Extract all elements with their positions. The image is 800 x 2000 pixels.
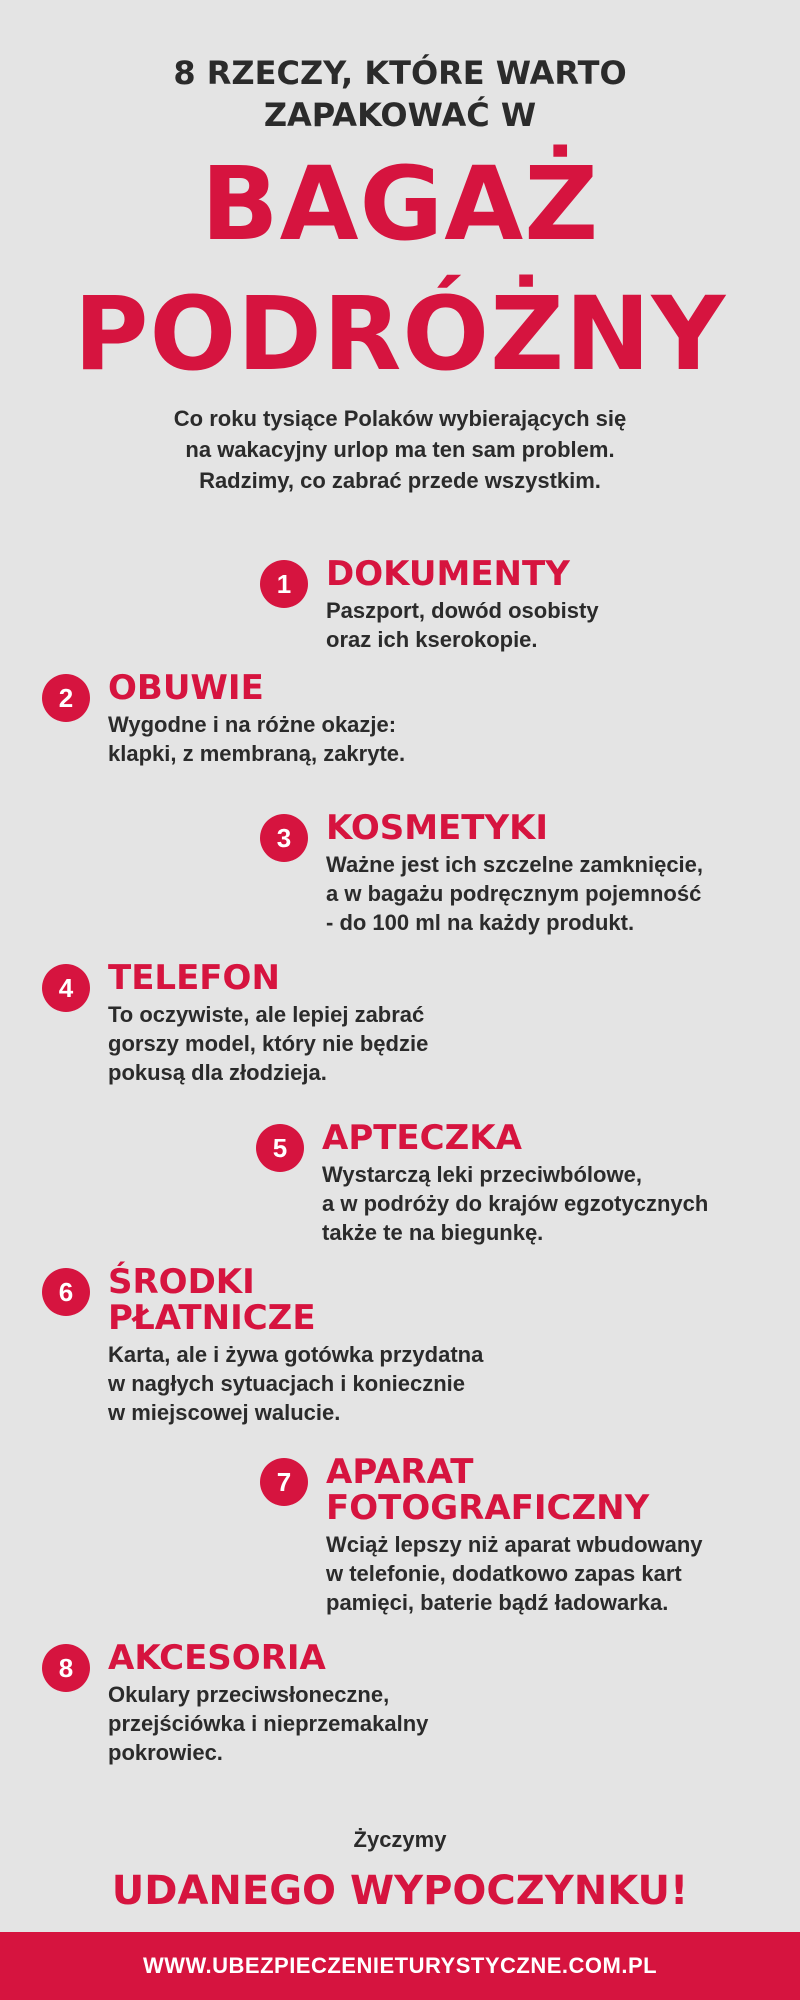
item-description: To oczywiste, ale lepiej zabrać gorszy model, który nie będzie pokusą dla złodzieja. bbox=[108, 1002, 429, 1085]
title-line-1: BAGAŻ bbox=[200, 145, 600, 264]
item-camera bbox=[260, 1454, 703, 1617]
item-title: APTECZKA bbox=[322, 1118, 522, 1158]
item-accessories bbox=[42, 1640, 428, 1767]
item-title: OBUWIE bbox=[108, 668, 264, 708]
number-badge: 6 bbox=[42, 1268, 90, 1316]
item-description: Wystarczą leki przeciwbólowe, a w podróży do krajów egzotycznych także te na biegunkę. bbox=[322, 1162, 709, 1245]
number-badge: 2 bbox=[42, 674, 90, 722]
item-cosmetics bbox=[260, 810, 703, 937]
intro-line-2: ZAPAKOWAĆ W bbox=[263, 96, 537, 134]
item-documents bbox=[260, 556, 599, 654]
intro-line-1: 8 RZECZY, KTÓRE WARTO bbox=[173, 54, 627, 92]
number-badge: 3 bbox=[260, 814, 308, 862]
item-description: Wygodne i na różne okazje: klapki, z membraną, zakryte. bbox=[108, 712, 406, 766]
item-phone bbox=[42, 960, 428, 1087]
number-badge: 1 bbox=[260, 560, 308, 608]
item-footwear bbox=[42, 670, 405, 768]
closing-wish: Życzymy bbox=[353, 1827, 447, 1852]
header bbox=[0, 52, 800, 396]
number-badge: 8 bbox=[42, 1644, 90, 1692]
item-description: Wciąż lepszy niż aparat wbudowany w telefonie, dodatkowo zapas kart pamięci, baterie bądź ładowarka. bbox=[326, 1532, 703, 1615]
lead-line-2: na wakacyjny urlop ma ten sam problem. bbox=[185, 437, 615, 462]
footer-bar bbox=[0, 1932, 800, 2000]
item-title: AKCESORIA bbox=[108, 1638, 326, 1678]
item-description: Ważne jest ich szczelne zamknięcie, a w bagażu podręcznym pojemność - do 100 ml na każdy produkt. bbox=[326, 852, 704, 935]
number-badge: 5 bbox=[256, 1124, 304, 1172]
title-line-2: PODRÓŻNY bbox=[73, 275, 727, 394]
closing-headline: UDANEGO WYPOCZYNKU! bbox=[111, 1868, 689, 1914]
lead-line-1: Co roku tysiące Polaków wybierających się bbox=[173, 406, 627, 431]
number-badge: 4 bbox=[42, 964, 90, 1012]
item-title: APARAT FOTOGRAFICZNY bbox=[326, 1452, 650, 1528]
item-title: TELEFON bbox=[108, 958, 280, 998]
item-description: Karta, ale i żywa gotówka przydatna w nagłych sytuacjach i koniecznie w miejscowej walucie. bbox=[108, 1342, 484, 1425]
number-badge: 7 bbox=[260, 1458, 308, 1506]
item-first-aid-kit bbox=[256, 1120, 708, 1247]
item-payment-methods bbox=[42, 1264, 483, 1427]
website-url: WWW.UBEZPIECZENIETURYSTYCZNE.COM.PL bbox=[142, 1953, 658, 1978]
item-description: Okulary przeciwsłoneczne, przejściówka i nieprzemakalny pokrowiec. bbox=[108, 1682, 429, 1765]
item-description: Paszport, dowód osobisty oraz ich kserokopie. bbox=[326, 598, 599, 652]
lead-line-3: Radzimy, co zabrać przede wszystkim. bbox=[199, 468, 601, 493]
lead-text bbox=[0, 403, 800, 496]
item-title: KOSMETYKI bbox=[326, 808, 549, 848]
item-title: ŚRODKI PŁATNICZE bbox=[108, 1262, 316, 1338]
item-title: DOKUMENTY bbox=[326, 554, 570, 594]
